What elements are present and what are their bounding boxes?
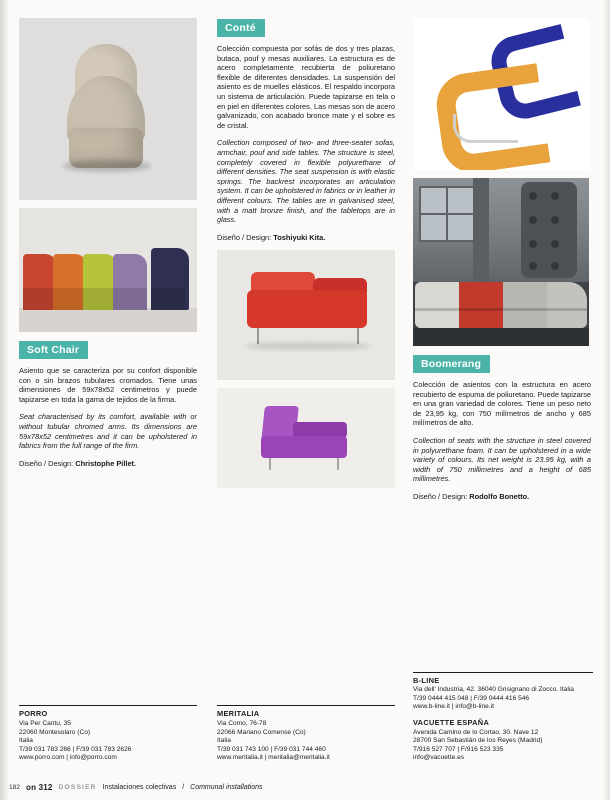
- contact-line: Via dell' Industria, 42. 36040 Grisignano di Zocco. Italia: [413, 686, 574, 694]
- contact-line: 28700 San Sebastián de los Reyes (Madrid): [413, 737, 543, 745]
- designer-name: Toshiyuki Kita.: [273, 232, 326, 242]
- contact-block-meritalia: [217, 705, 395, 763]
- contact-line[interactable]: www.meritalia.it | meritalia@meritalia.it: [217, 754, 330, 762]
- contact-name: PORRO: [19, 709, 48, 719]
- description-es: Colección compuesta por sofás de dos y tres plazas, butaca, pouf y mesas auxiliares. La estructura es de acero completamente recubierta de poliuretano flexible de diferentes densidades. La suspensión del asiento es de muelles elásticos. El respaldo incorpora un sistema de articulación. Puede tapizarse en tela o en piel en diferentes colores. Las mesas son de acero galvanizado, con acabado bronce mate y el sobre es de cristal.: [217, 44, 395, 130]
- red-sofa-photo: [217, 250, 395, 380]
- designer-line: [413, 492, 591, 502]
- factory-window: [419, 186, 475, 242]
- section-label: DOSSIER: [58, 784, 97, 791]
- contact-line: T/39 0444 415 048 | F/39 0444 416 546: [413, 694, 530, 702]
- footer-title-en: Communal installations: [190, 784, 263, 791]
- contact-rule: [217, 705, 395, 706]
- designer-label: Diseño / Design:: [19, 458, 74, 468]
- chair-lime: [83, 254, 117, 310]
- contact-block-porro: [19, 705, 197, 763]
- factory-interior-sofa-photo: [413, 178, 589, 346]
- purple-armchair-photo: [217, 388, 395, 488]
- contact-line: 22060 Montesolaro (Co): [19, 728, 91, 736]
- sofa-seat: [247, 290, 367, 328]
- sofa-segment: [547, 282, 587, 328]
- floor-band: [19, 308, 197, 332]
- floor-shadow: [413, 328, 589, 346]
- footer-title-es: Instalaciones colectivas: [102, 784, 177, 791]
- coloured-chairs-row-photo: [19, 208, 197, 332]
- chair-orange: [53, 254, 87, 310]
- footer-separator: /: [182, 784, 185, 791]
- description-en: Seat characterised by its comfort, available with or without tubular chromed arms. Its dimensions are 59x78x52 centimetres and it can be upholstered in fabrics from the full range of the firm.: [19, 412, 197, 451]
- chair-red: [23, 254, 57, 310]
- contact-line[interactable]: www.porro.com | info@porro.com: [19, 754, 117, 762]
- boomerang-seats-photo: [413, 18, 589, 170]
- contact-name: B-LINE: [413, 675, 440, 685]
- designer-label: Diseño / Design:: [413, 491, 468, 501]
- page-footer: [9, 783, 601, 792]
- chrome-tube: [453, 114, 518, 143]
- sofa-leg: [257, 328, 259, 344]
- contact-line: Italia: [217, 737, 231, 745]
- contact-line[interactable]: info@vacuette.es: [413, 754, 465, 762]
- chair-violet: [113, 254, 147, 310]
- designer-line: [19, 459, 197, 469]
- contact-line: Avenida Camino de lo Cortao, 30. Nave 12: [413, 728, 539, 736]
- armchair-leg: [269, 458, 271, 470]
- description-es: Asiento que se caracteriza por su confort disponible con o sin brazos tubulares cromados. Tiene unas dimensiones de 59x78x52 centimetros y puede tapizarse en toda la gama de tejidos de la firma.: [19, 366, 197, 404]
- magazine-title: on 312: [26, 783, 53, 792]
- contact-line: T/916 527 707 | F/916 523 335: [413, 745, 504, 753]
- description-en: Collection of seats with the structure in steel covered in polyurethane foam. It can be upholstered in a wide variety of colours. Its net weight is 23.95 kg, with a width of 750 millimetres and a height of 685 millimetres.: [413, 435, 591, 484]
- sofa-shadow: [245, 342, 371, 350]
- product-tag-soft-chair: Soft Chair: [19, 341, 88, 359]
- page-columns: [9, 18, 601, 763]
- contact-line: 22066 Mariano Comense (Co): [217, 728, 306, 736]
- contact-line: Via Como, 76-78: [217, 720, 267, 728]
- contact-name: VACUETTE ESPAÑA: [413, 718, 490, 728]
- sofa-segment: [415, 282, 459, 328]
- column-left: [9, 18, 207, 763]
- contact-line: T/39 031 743 100 | F/39 031 744 460: [217, 745, 326, 753]
- beige-armchair-photo: [19, 18, 197, 200]
- column-right: [405, 18, 601, 763]
- product-tag-boomerang: Boomerang: [413, 355, 490, 373]
- contact-line: Italia: [19, 737, 33, 745]
- factory-machine: [521, 182, 577, 278]
- description-es: Colección de asientos con la estructura en acero recubierto de espuma de poliuretano. Puede tapizarse en una gran variedad de colores. Tiene un peso neto de 23,95 kg, con 750 milímetros de ancho y 685 milímetros de alto.: [413, 380, 591, 428]
- contact-block-bline: [413, 672, 593, 763]
- sofa-segment: [459, 282, 503, 328]
- description-en: Collection composed of two- and three-seater sofas, armchair, pouf and side tables. The structure is steel, completely covered in flexible polyurethane of different densities. The seat suspension is with elastic springs. The backrest incorporates an articulation system. It can be upholstered in fabrics or in leather in different colours. The tables are in galvanised steel, with a matt bronze finish, and the tabletops are in glass.: [217, 138, 395, 225]
- designer-label: Diseño / Design:: [217, 232, 272, 242]
- sofa-segment: [503, 282, 547, 328]
- designer-name: Rodolfo Bonetto.: [469, 491, 530, 501]
- contact-line: T/39 031 783 266 | F/39 031 783 2626: [19, 745, 132, 753]
- column-middle: [207, 18, 405, 763]
- contact-name: MERITALIA: [217, 709, 260, 719]
- chair-navy: [151, 248, 189, 310]
- sofa-seam: [415, 308, 587, 311]
- page-number: 182: [9, 784, 21, 791]
- product-tag-conte: Conté: [217, 19, 265, 37]
- designer-line: [217, 233, 395, 243]
- sofa-leg: [357, 328, 359, 344]
- armchair-seat: [261, 436, 347, 458]
- chair-shadow: [63, 160, 151, 172]
- designer-name: Christophe Pillet.: [75, 458, 137, 468]
- contact-line[interactable]: www.b-line.it | info@b-line.it: [413, 703, 494, 711]
- modular-sofa: [415, 282, 587, 328]
- contact-line: Via Per Cantu, 35: [19, 720, 71, 728]
- contact-rule: [413, 672, 593, 673]
- armchair-leg: [337, 458, 339, 470]
- factory-pipe: [473, 178, 489, 282]
- contact-rule: [19, 705, 197, 706]
